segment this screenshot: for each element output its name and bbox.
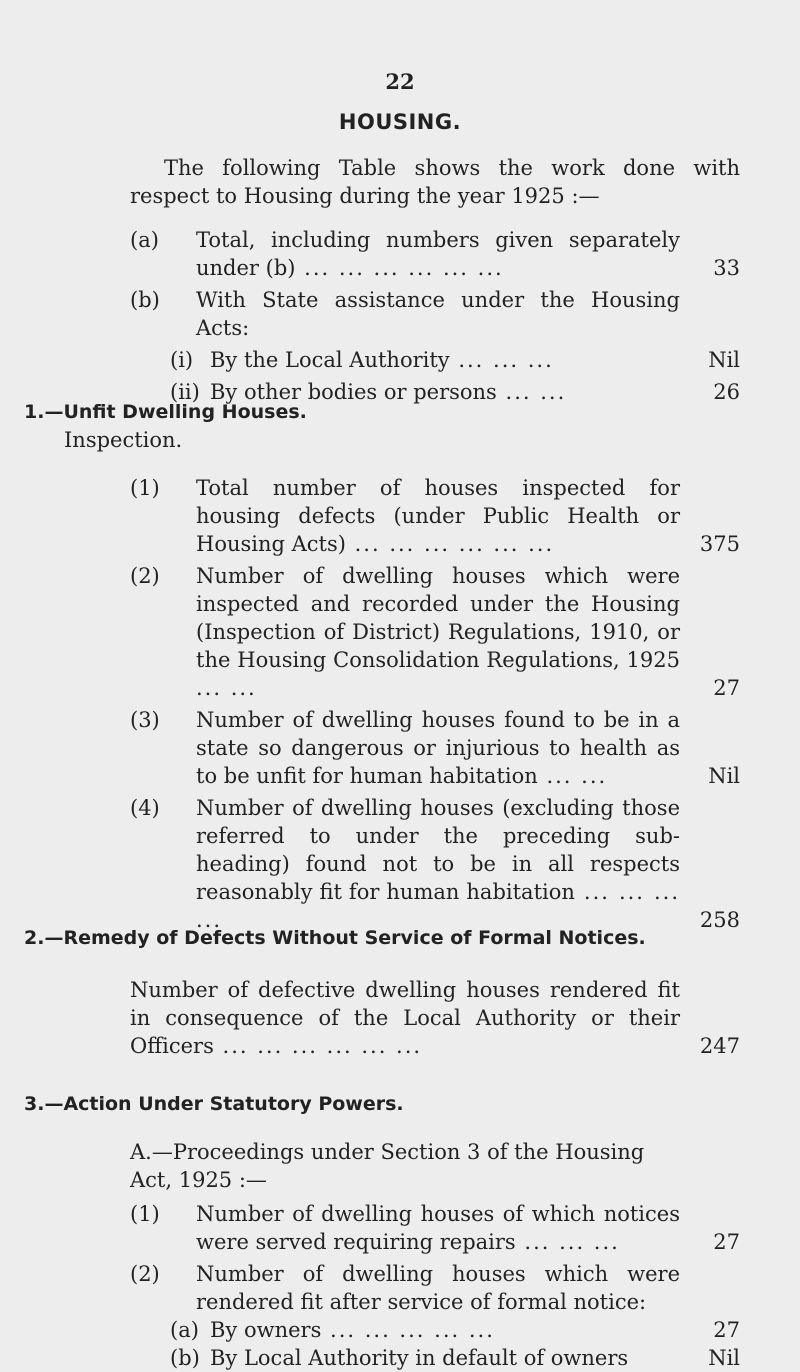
section3-sub-a: [170, 1316, 740, 1344]
section-unfit-dwellings: [24, 398, 740, 454]
sub-a-label: (a): [170, 1318, 199, 1342]
summary-ii-text: By other bodies or persons: [210, 380, 497, 404]
sub-b-text: By Local Authority in default of owners: [210, 1346, 629, 1370]
summary-ii-label: (ii): [170, 380, 200, 404]
item-text: Number of dwelling houses of which notices were served requiring repairs: [196, 1202, 680, 1254]
section-remedy-defects: [24, 924, 740, 952]
page-number: 22: [385, 69, 415, 94]
summary-b-text: With State assistance under the Housing Acts:: [196, 288, 680, 340]
section2-body: [130, 976, 740, 1060]
item-dots: ... ...: [537, 764, 608, 788]
item-dots: ... ... ... ... ... ...: [345, 532, 555, 556]
section2-text: Number of defective dwelling houses rendered fit in consequence of the Local Authority or their Officers: [130, 978, 680, 1058]
section1-item: [130, 474, 740, 558]
sub-b-value: Nil: [708, 1346, 740, 1370]
item-value: 375: [699, 532, 740, 556]
item-text: Total number of houses inspected for housing defects (under Public Health or Housing Acts): [196, 476, 680, 556]
summary-a-value: 33: [713, 256, 740, 280]
intro-paragraph: The following Table shows the work done with respect to Housing during the year 1925 :—: [130, 156, 740, 208]
item-label: (1): [130, 1202, 160, 1226]
page-title: HOUSING.: [338, 110, 462, 134]
item-text: Number of dwelling houses which were rendered fit after service of formal notice:: [196, 1262, 680, 1314]
section1-item: [130, 706, 740, 790]
section2-dots: ... ... ... ... ... ...: [213, 1034, 423, 1058]
item-value: Nil: [708, 764, 740, 788]
summary-block: [130, 222, 740, 406]
sub-b-label: (b): [170, 1346, 200, 1370]
summary-b: [130, 286, 740, 342]
item-label: (1): [130, 476, 160, 500]
summary-a-label: (a): [130, 228, 159, 252]
summary-a-dots: ... ... ... ... ... ...: [295, 256, 504, 280]
item-dots: ... ...: [196, 676, 257, 700]
section1-list: [130, 470, 740, 934]
section1-item: [130, 794, 740, 934]
section3-item: [130, 1200, 740, 1256]
summary-a: [130, 226, 740, 282]
section3-item: [130, 1260, 740, 1316]
item-value: 27: [713, 1230, 740, 1254]
item-value: 258: [699, 908, 740, 932]
summary-i-dots: ... ... ...: [449, 348, 554, 372]
summary-a-text: Total, including numbers given separately under (b): [196, 228, 680, 280]
section2-value: 247: [699, 1034, 740, 1058]
section3-sub-b: [170, 1344, 740, 1372]
summary-b-label: (b): [130, 288, 160, 312]
section1-subheading: Inspection.: [64, 428, 183, 452]
summary-i-label: (i): [170, 348, 194, 372]
section3-body: [130, 1138, 740, 1372]
section3-subheading: A.—Proceedings under Section 3 of the Housing Act, 1925 :—: [130, 1140, 645, 1192]
sub-a-text: By owners: [210, 1318, 322, 1342]
item-dots: ... ... ...: [515, 1230, 620, 1254]
item-dots: ... ... ... ...: [196, 880, 681, 932]
summary-ii-value: 26: [713, 380, 740, 404]
item-label: (4): [130, 796, 160, 820]
sub-a-value: 27: [713, 1318, 740, 1342]
item-value: 27: [713, 676, 740, 700]
section1-heading: 1.—Unfit Dwelling Houses.: [24, 401, 307, 423]
item-text: Number of dwelling houses (excluding those referred to under the preceding sub-heading) found not to be in all respects reasonably fit for human habitation: [196, 796, 680, 904]
item-label: (2): [130, 1262, 160, 1286]
summary-i-value: Nil: [708, 348, 740, 372]
item-label: (2): [130, 564, 160, 588]
summary-i: [170, 346, 740, 374]
section2-heading: 2.—Remedy of Defects Without Service of Formal Notices.: [24, 927, 646, 949]
section-statutory-action: [24, 1090, 740, 1118]
summary-i-text: By the Local Authority: [210, 348, 450, 372]
summary-ii-dots: ... ...: [496, 380, 567, 404]
sub-a-dots: ... ... ... ... ...: [321, 1318, 495, 1342]
section1-item: [130, 562, 740, 702]
section2-entry: [130, 976, 740, 1060]
item-text: Number of dwelling houses found to be in a state so dangerous or injurious to health as to be unfit for human habitation: [196, 708, 680, 788]
section3-heading: 3.—Action Under Statutory Powers.: [24, 1093, 404, 1115]
item-label: (3): [130, 708, 160, 732]
item-text: Number of dwelling houses which were inspected and recorded under the Housing (Inspection of District) Regulations, 1910, or the Housing Consolidation Regulations, 1925: [196, 564, 680, 672]
